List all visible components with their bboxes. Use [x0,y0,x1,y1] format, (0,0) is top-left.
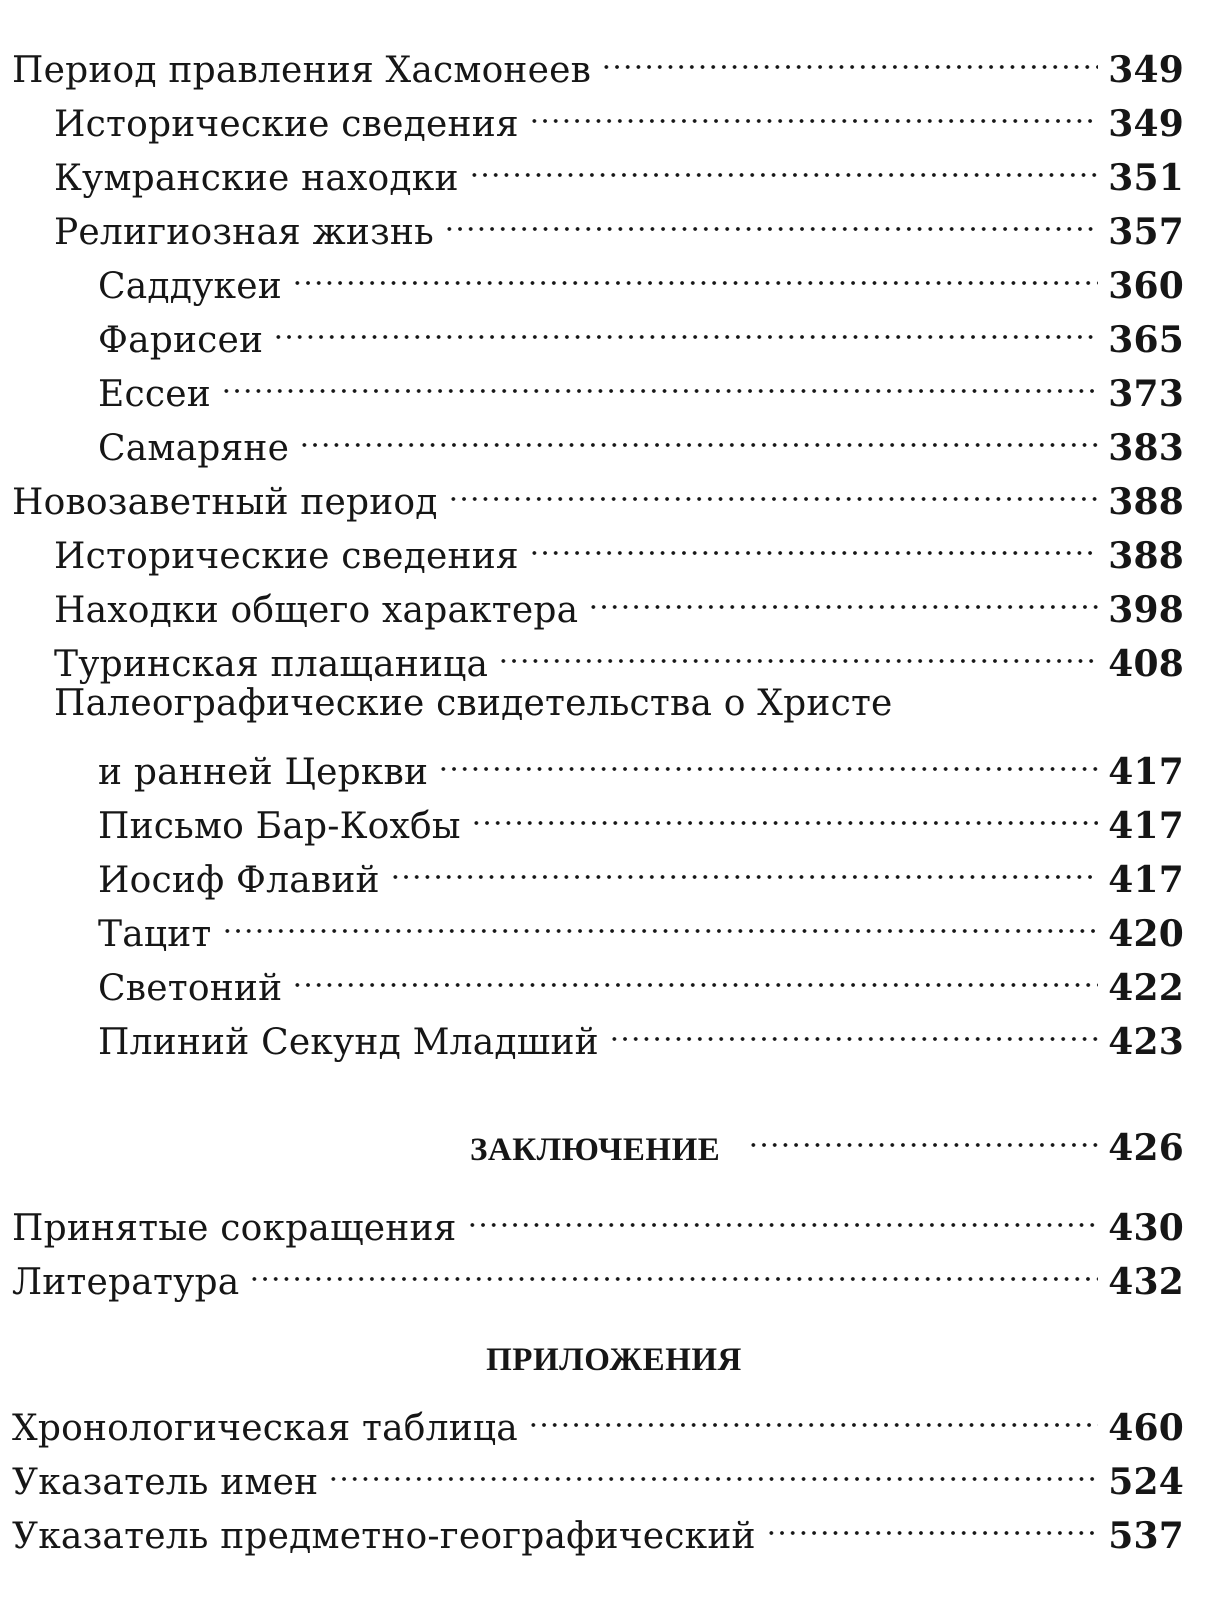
toc-entry-page: 351 [1108,157,1184,199]
dot-leader [221,354,1098,406]
toc-entry-title: Фарисеи [98,320,264,361]
toc-entry-page: 373 [1108,373,1184,415]
toc-entry-page: 420 [1108,913,1184,955]
toc-entry-title: Кумранские находки [54,158,459,199]
toc-entry-qumran-finds[interactable] [54,138,1184,199]
dot-leader [292,246,1098,298]
dot-leader [222,894,1098,946]
toc-entry-essenes[interactable] [98,354,1184,415]
toc-entry-page: 417 [1108,751,1184,793]
toc-entry-abbreviations[interactable] [12,1188,1184,1249]
dot-leader [528,1388,1098,1440]
dot-leader [588,570,1098,622]
dot-leader [748,1108,1098,1160]
toc-entry-samaritans[interactable] [98,408,1184,469]
dot-leader [249,1242,1098,1294]
toc-entry-page: 349 [1108,49,1184,91]
toc-entry-page: 383 [1108,427,1184,469]
dot-leader [448,462,1098,514]
toc-entry-title: Исторические сведения [54,536,519,577]
toc-entry-chronological-table[interactable] [12,1388,1184,1449]
toc-entry-name-index[interactable] [12,1442,1184,1503]
toc-entry-title: Туринская плащаница [54,644,489,685]
toc-entry-literature[interactable] [12,1242,1184,1303]
dot-leader [292,948,1098,1000]
dot-leader [529,516,1098,568]
toc-entry-general-finds[interactable] [54,570,1184,631]
dot-leader [438,732,1098,784]
toc-entry-sadducees[interactable] [98,246,1184,307]
toc-entry-page: 460 [1108,1407,1184,1449]
toc-entry-title: Светоний [98,968,283,1009]
toc-entry-early-church[interactable] [98,732,1184,793]
toc-entry-page: 430 [1108,1207,1184,1249]
dot-leader [299,408,1098,460]
dot-leader [766,1496,1098,1548]
toc-entry-title: Самаряне [98,428,290,469]
toc-entry-page: 357 [1108,211,1184,253]
toc-entry-conclusion[interactable] [470,1108,1184,1169]
toc-entry-page: 408 [1108,643,1184,685]
dot-leader [444,192,1098,244]
dot-leader [609,1002,1098,1054]
toc-entry-page: 388 [1108,535,1184,577]
toc-entry-page: 360 [1108,265,1184,307]
toc-entry-title: Письмо Бар-Кохбы [98,806,461,847]
dot-leader [471,786,1098,838]
toc-entry-hasmonean-period[interactable] [12,30,1184,91]
toc-entry-title: Литература [12,1262,240,1303]
toc-entry-title: Период правления Хасмонеев [12,50,592,91]
toc-entry-paleographic-evidence[interactable] [54,678,1184,730]
toc-entry-page: 537 [1108,1515,1184,1557]
toc-entry-title: Исторические сведения [54,104,519,145]
toc-entry-title: Палеографические свидетельства о Христе [54,683,893,724]
toc-entry-subject-geographic-index[interactable] [12,1496,1184,1557]
toc-entry-pharisees[interactable] [98,300,1184,361]
toc-entry-suetonius[interactable] [98,948,1184,1009]
toc-entry-page: 365 [1108,319,1184,361]
toc-entry-title: Ессеи [98,374,211,415]
toc-entry-title: и ранней Церкви [98,752,429,793]
toc-entry-page: 417 [1108,805,1184,847]
toc-entry-title: Указатель имен [12,1462,319,1503]
toc-entry-historical-info-1[interactable] [54,84,1184,145]
toc-entry-title: Хронологическая таблица [12,1408,518,1449]
dot-leader [469,138,1098,190]
dot-leader [498,624,1098,676]
toc-entry-title: Плиний Секунд Младший [98,1022,599,1063]
toc-entry-josephus[interactable] [98,840,1184,901]
dot-leader [467,1188,1098,1240]
dot-leader [273,300,1098,352]
toc-entry-title: Новозаветный период [12,482,438,523]
toc-entry-title: Тацит [98,914,212,955]
toc-entry-title: Указатель предметно-географический [12,1516,756,1557]
toc-entry-page: 398 [1108,589,1184,631]
toc-entry-page: 417 [1108,859,1184,901]
toc-entry-shroud-of-turin[interactable] [54,624,1184,685]
toc-entry-title: ЗАКЛЮЧЕНИЕ [470,1132,721,1168]
toc-entry-title: Иосиф Флавий [98,860,380,901]
toc-entry-page: 426 [1108,1127,1184,1169]
toc-entry-page: 423 [1108,1021,1184,1063]
toc-entry-pliny-the-younger[interactable] [98,1002,1184,1063]
toc-entry-page: 349 [1108,103,1184,145]
toc-entry-title: Религиозная жизнь [54,212,434,253]
toc-entry-historical-info-2[interactable] [54,516,1184,577]
toc-entry-religious-life[interactable] [54,192,1184,253]
dot-leader [529,84,1098,136]
toc-entry-page: 388 [1108,481,1184,523]
dot-leader [328,1442,1098,1494]
dot-leader [601,30,1098,82]
toc-entry-page: 524 [1108,1461,1184,1503]
toc-entry-title: Саддукеи [98,266,282,307]
toc-entry-bar-kokhba-letter[interactable] [98,786,1184,847]
toc-entry-title: Принятые сокращения [12,1208,457,1249]
appendices-heading: ПРИЛОЖЕНИЯ [486,1342,742,1378]
toc-entry-new-testament-period[interactable] [12,462,1184,523]
toc-entry-title: Находки общего характера [54,590,579,631]
toc-entry-page: 422 [1108,967,1184,1009]
dot-leader [390,840,1098,892]
toc-entry-tacitus[interactable] [98,894,1184,955]
toc-entry-page: 432 [1108,1261,1184,1303]
